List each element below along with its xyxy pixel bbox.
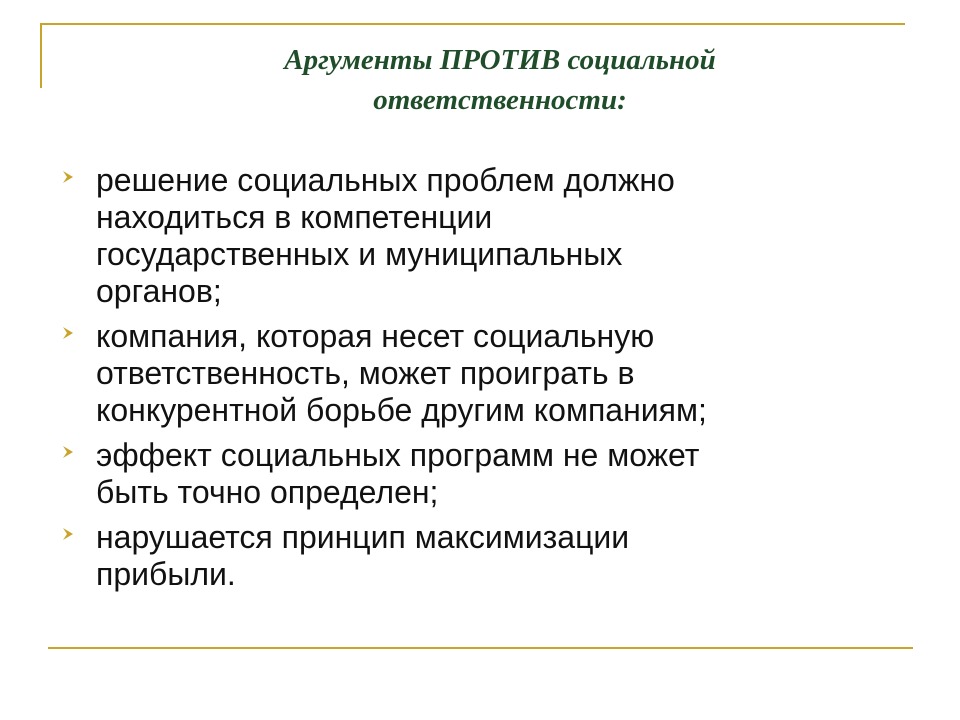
bullet-item xyxy=(58,318,908,429)
title-line-2: ответственности: xyxy=(373,84,627,116)
bullet-line: ответственность, может проиграть в xyxy=(96,355,635,391)
bullet-line: прибыли. xyxy=(96,556,236,592)
bullet-list xyxy=(58,162,908,601)
bullet-item xyxy=(58,519,908,593)
bullet-line: эффект социальных программ не может xyxy=(96,437,700,473)
frame-bottom-line xyxy=(48,647,913,649)
chevron-right-icon xyxy=(61,527,75,541)
bullet-line: компания, которая несет социальную xyxy=(96,318,655,354)
bullet-line: решение социальных проблем должно xyxy=(96,162,675,198)
title-line-1: Аргументы ПРОТИВ социальной xyxy=(284,44,716,76)
bullet-item xyxy=(58,437,908,511)
bullet-line: быть точно определен; xyxy=(96,474,439,510)
frame-left-line xyxy=(40,23,42,88)
bullet-item xyxy=(58,162,908,310)
bullet-line: нарушается принцип максимизации xyxy=(96,519,630,555)
slide-title xyxy=(110,40,890,120)
chevron-right-icon xyxy=(61,326,75,340)
chevron-right-icon xyxy=(61,170,75,184)
bullet-line: находиться в компетенции xyxy=(96,199,493,235)
bullet-line: конкурентной борьбе другим компаниям; xyxy=(96,392,707,428)
frame-top-line xyxy=(40,23,905,25)
chevron-right-icon xyxy=(61,445,75,459)
bullet-line: государственных и муниципальных xyxy=(96,236,623,272)
bullet-line: органов; xyxy=(96,273,222,309)
